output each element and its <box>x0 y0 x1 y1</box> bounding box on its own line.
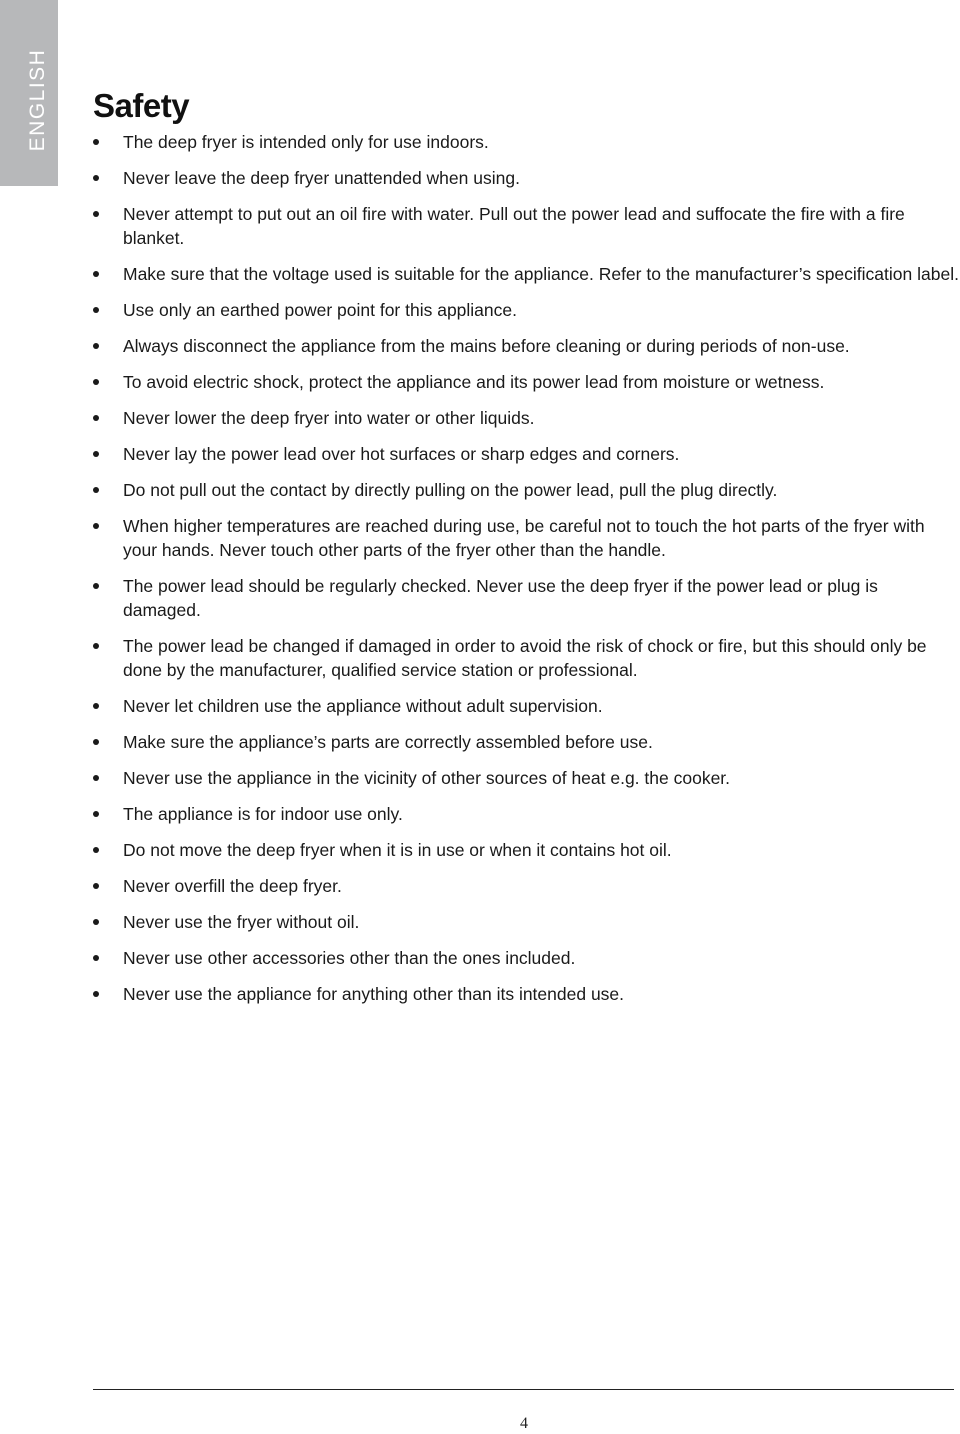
safety-item-text: Make sure that the voltage used is suitable for the appliance. Refer to the manufacturer’s specification label. <box>123 264 959 284</box>
bullet-icon <box>93 487 99 493</box>
safety-item-text: Never leave the deep fryer unattended when using. <box>123 168 520 188</box>
bullet-icon <box>93 343 99 349</box>
safety-list-item <box>93 766 959 790</box>
bullet-icon <box>93 955 99 961</box>
safety-item-text: Never lay the power lead over hot surfaces or sharp edges and corners. <box>123 444 680 464</box>
bullet-icon <box>93 811 99 817</box>
bullet-icon <box>93 211 99 217</box>
safety-list-item <box>93 514 959 562</box>
bullet-icon <box>93 775 99 781</box>
safety-list-item <box>93 370 959 394</box>
bullet-icon <box>93 919 99 925</box>
safety-list-item <box>93 262 959 286</box>
bullet-icon <box>93 739 99 745</box>
safety-list-item <box>93 298 959 322</box>
page-title: Safety <box>93 87 190 124</box>
safety-item-text: When higher temperatures are reached during use, be careful not to touch the hot parts of the fryer with your hands. Never touch other parts of the fryer other than the handle. <box>123 516 925 560</box>
safety-item-text: The power lead be changed if damaged in order to avoid the risk of chock or fire, but this should only be done by the manufacturer, qualified service station or professional. <box>123 636 927 680</box>
safety-item-text: Never use the appliance in the vicinity of other sources of heat e.g. the cooker. <box>123 768 731 788</box>
safety-item-text: Never lower the deep fryer into water or other liquids. <box>123 408 535 428</box>
safety-list-item <box>93 166 959 190</box>
safety-item-text: Use only an earthed power point for this appliance. <box>123 300 517 320</box>
safety-list-item <box>93 838 959 862</box>
safety-list-item <box>93 874 959 898</box>
language-tab <box>0 0 58 186</box>
bullet-icon <box>93 883 99 889</box>
safety-list-item <box>93 694 959 718</box>
bullet-icon <box>93 847 99 853</box>
safety-list <box>93 130 959 1018</box>
safety-item-text: To avoid electric shock, protect the appliance and its power lead from moisture or wetness. <box>123 372 825 392</box>
safety-item-text: Do not move the deep fryer when it is in use or when it contains hot oil. <box>123 840 672 860</box>
bullet-icon <box>93 379 99 385</box>
safety-list-item <box>93 946 959 970</box>
bullet-icon <box>93 643 99 649</box>
safety-list-item <box>93 478 959 502</box>
safety-item-text: Never overfill the deep fryer. <box>123 876 342 896</box>
safety-item-text: The deep fryer is intended only for use indoors. <box>123 132 489 152</box>
safety-item-text: Do not pull out the contact by directly pulling on the power lead, pull the plug directly. <box>123 480 778 500</box>
bullet-icon <box>93 523 99 529</box>
safety-item-text: The power lead should be regularly checked. Never use the deep fryer if the power lead or plug is damaged. <box>123 576 878 620</box>
bullet-icon <box>93 415 99 421</box>
bullet-icon <box>93 583 99 589</box>
safety-item-text: Always disconnect the appliance from the mains before cleaning or during periods of non-use. <box>123 336 850 356</box>
bullet-icon <box>93 271 99 277</box>
safety-item-text: The appliance is for indoor use only. <box>123 804 403 824</box>
safety-item-text: Never use the fryer without oil. <box>123 912 360 932</box>
safety-list-item <box>93 130 959 154</box>
page-number: 4 <box>520 1415 528 1432</box>
bullet-icon <box>93 703 99 709</box>
bullet-icon <box>93 307 99 313</box>
safety-item-text: Never use other accessories other than the ones included. <box>123 948 576 968</box>
safety-list-item <box>93 802 959 826</box>
bullet-icon <box>93 139 99 145</box>
safety-list-item <box>93 202 959 250</box>
safety-list-item <box>93 406 959 430</box>
safety-list-item <box>93 634 959 682</box>
safety-item-text: Make sure the appliance’s parts are correctly assembled before use. <box>123 732 653 752</box>
safety-list-item <box>93 442 959 466</box>
bullet-icon <box>93 991 99 997</box>
safety-list-item <box>93 574 959 622</box>
safety-list-item <box>93 730 959 754</box>
safety-item-text: Never use the appliance for anything other than its intended use. <box>123 984 625 1004</box>
language-tab-label: ENGLISH <box>26 48 49 152</box>
safety-list-item <box>93 334 959 358</box>
safety-list-item <box>93 910 959 934</box>
bullet-icon <box>93 175 99 181</box>
safety-item-text: Never let children use the appliance without adult supervision. <box>123 696 603 716</box>
bullet-icon <box>93 451 99 457</box>
safety-list-item <box>93 982 959 1006</box>
footer-divider <box>93 1389 954 1390</box>
safety-item-text: Never attempt to put out an oil fire with water. Pull out the power lead and suffocate the fire with a fire blanket. <box>123 204 905 248</box>
